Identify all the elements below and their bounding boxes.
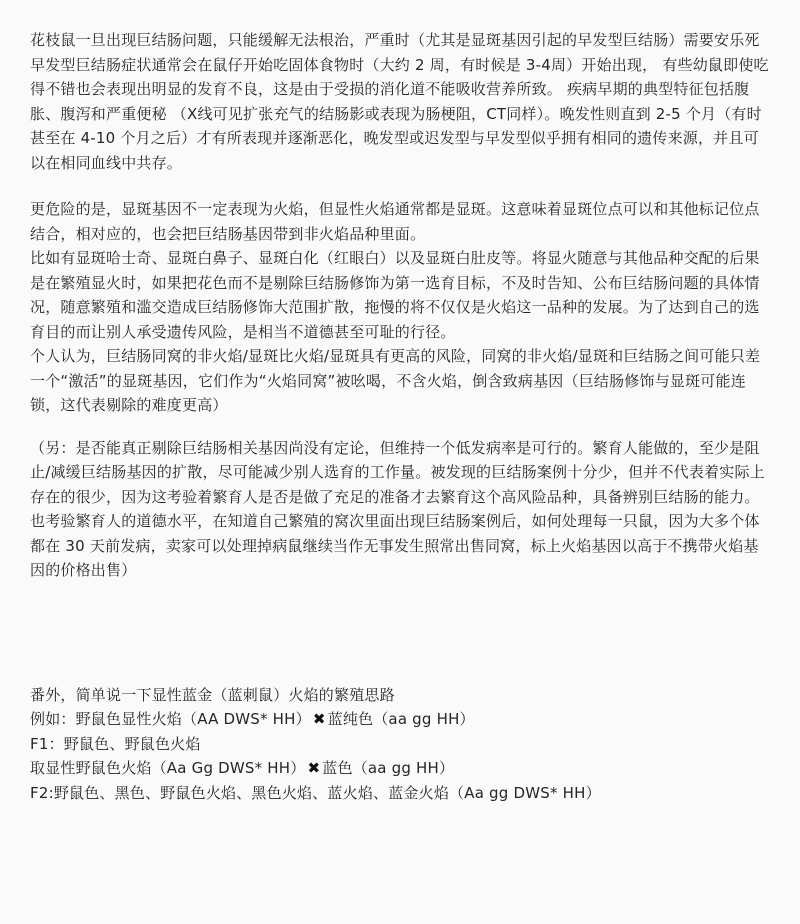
cross-icon: ✖ — [307, 759, 321, 777]
paragraph-symptoms: 早发型巨结肠症状通常会在鼠仔开始吃固体食物时（大约 2 周，有时候是 3-4周）开始出现， 有些幼鼠即使吃得不错也会表现出明显的发育不良，这是由于受损的消化道不能吸收营养所致。 疾病早期的典型特征包括腹胀、腹泻和严重便秘 （X线可见扩张充气的结肠影或表现为肠梗阻，CT同样）。晚发性则直到 2-5 个月（有时甚至在 4-10 个月之后）才有所表现并逐渐恶化，晚发型或迟发型与早发型似乎拥有相同的遗传来源，并且可以在相同血线中共存。 — [30, 55, 769, 172]
paragraph-intro: 花枝鼠一旦出现巨结肠问题，只能缓解无法根治，严重时（尤其是显斑基因引起的早发型巨结肠）需要安乐死 — [30, 31, 760, 49]
example-parent-2: 蓝纯色（aa gg HH） — [327, 710, 475, 728]
cross-icon: ✖ — [312, 710, 326, 728]
paragraph-danger: 更危险的是，显斑基因不一定表现为火焰，但显性火焰通常都是显斑。这意味着显斑位点可以和其他标记位点结合，相对应的，也会把巨结肠基因带到非火焰品种里面。 — [30, 200, 760, 243]
breeding-f1-line: F1：野鼠色、野鼠色火焰 — [30, 734, 201, 753]
paragraph-opinion: 个人认为，巨结肠同窝的非火焰/显斑比火焰/显斑具有更高的风险，同窝的非火焰/显斑和巨结肠之间可能只差一个“激活”的显斑基因，它们作为“火焰同窝”被吆喝，不含火焰，倒含致病基因（巨结肠修饰与显斑可能连锁，这代表剔除的难度更高） — [30, 347, 761, 414]
select-parent-2: 蓝色（aa gg HH） — [322, 759, 455, 777]
select-parent-1: 取显性野鼠色火焰（Aa Gg DWS* HH） — [30, 759, 306, 777]
breeding-example-line — [30, 707, 770, 732]
paragraph-examples: 比如有显斑哈士奇、显斑白鼻子、显斑白化（红眼白）以及显斑白肚皮等。将显火随意与其他品种交配的后果是在繁殖显火时，如果把花色而不是剔除巨结肠修饰为第一选育目标，不及时告知、公布巨结肠问题的具体情况，随意繁殖和滥交造成巨结肠修饰大范围扩散，拖慢的将不仅仅是火焰这一品种的发展。为了达到自己的选育目的而让别人承受遗传风险，是相当不道德甚至可耻的行径。 — [30, 249, 760, 341]
paragraph-note: （另：是否能真正剔除巨结肠相关基因尚没有定论，但维持一个低发病率是可行的。繁育人能做的，至少是阻止/减缓巨结肠基因的扩散，尽可能减少别人选育的工作量。被发现的巨结肠案例十分少，但并不代表着实际上存在的很少，因为这考验着繁育人是否是做了充足的准备才去繁育这个高风险品种，具备辨别巨结肠的能力。也考验繁育人的道德水平，在知道自己繁殖的窝次里面出现巨结肠案例后，如何处理每一只鼠，因为大多个体都在 30 天前发病，卖家可以处理掉病鼠继续当作无事发生照常出售同窝，标上火焰基因以高于不携带火焰基因的价格出售） — [30, 438, 765, 579]
example-parent-1: 例如：野鼠色显性火焰（AA DWS* HH） — [30, 710, 311, 728]
breeding-f2-line: F2:野鼠色、黑色、野鼠色火焰、黑色火焰、蓝火焰、蓝金火焰（Aa gg DWS* HH） — [30, 783, 601, 802]
breeding-select-line — [30, 756, 770, 781]
breeding-heading: 番外，简单说一下显性蓝金（蓝刺鼠）火焰的繁殖思路 — [30, 685, 395, 704]
